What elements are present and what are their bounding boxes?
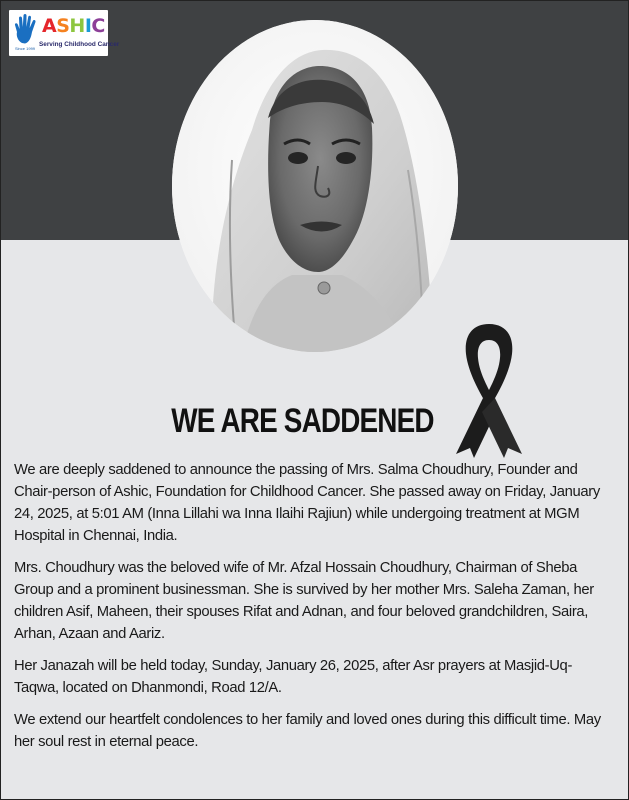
paragraph-janazah: Her Janazah will be held today, Sunday, January 26, 2025, after Asr prayers at Masjid-Uq- Taqwa, located on Dhanmondi, Road 12/A.	[14, 658, 573, 696]
paragraph-family: Mrs. Choudhury was the beloved wife of Mr. Afzal Hossain Choudhury, Chairman of Sheba Group and a prominent businessman. She is survived by her mother Mrs. Saleha Zaman, her children Asif, Maheen, their spouses Rifat and Adnan, and four beloved grandchildren, Saira, Arhan, Azaan and Aariz.	[14, 560, 594, 642]
paragraph-announcement: We are deeply saddened to announce the passing of Mrs. Salma Choudhury, Founder and Chair-person of Ashic, Foundation for Childhood Cancer. She passed away on Friday, January 24, 2025, at 5:01 AM (Inna Lillahi wa Inna Ilaihi Rajiun) while undergoing treatment at MGM Hospital in Chennai, India.	[14, 462, 600, 544]
logo-letter: S	[56, 15, 70, 37]
ashic-logo	[9, 10, 120, 56]
mourning-ribbon-icon	[450, 318, 528, 458]
paragraph-condolences: We extend our heartfelt condolences to her family and loved ones during this difficult time. May her soul rest in eternal peace.	[14, 712, 601, 750]
logo-letter: H	[69, 15, 85, 37]
page-title: WE ARE SADDENED	[171, 402, 434, 440]
hand-icon	[13, 13, 41, 45]
logo-letter: C	[91, 15, 105, 37]
logo-caption: Since 1999	[15, 46, 36, 51]
announcement-body	[14, 459, 618, 763]
logo-letter: A	[42, 15, 57, 37]
logo-letter: I	[84, 15, 92, 37]
logo-tagline: Serving Childhood Cancer	[39, 41, 120, 48]
portrait-photo	[172, 20, 458, 352]
logo-wordmark	[42, 15, 105, 37]
